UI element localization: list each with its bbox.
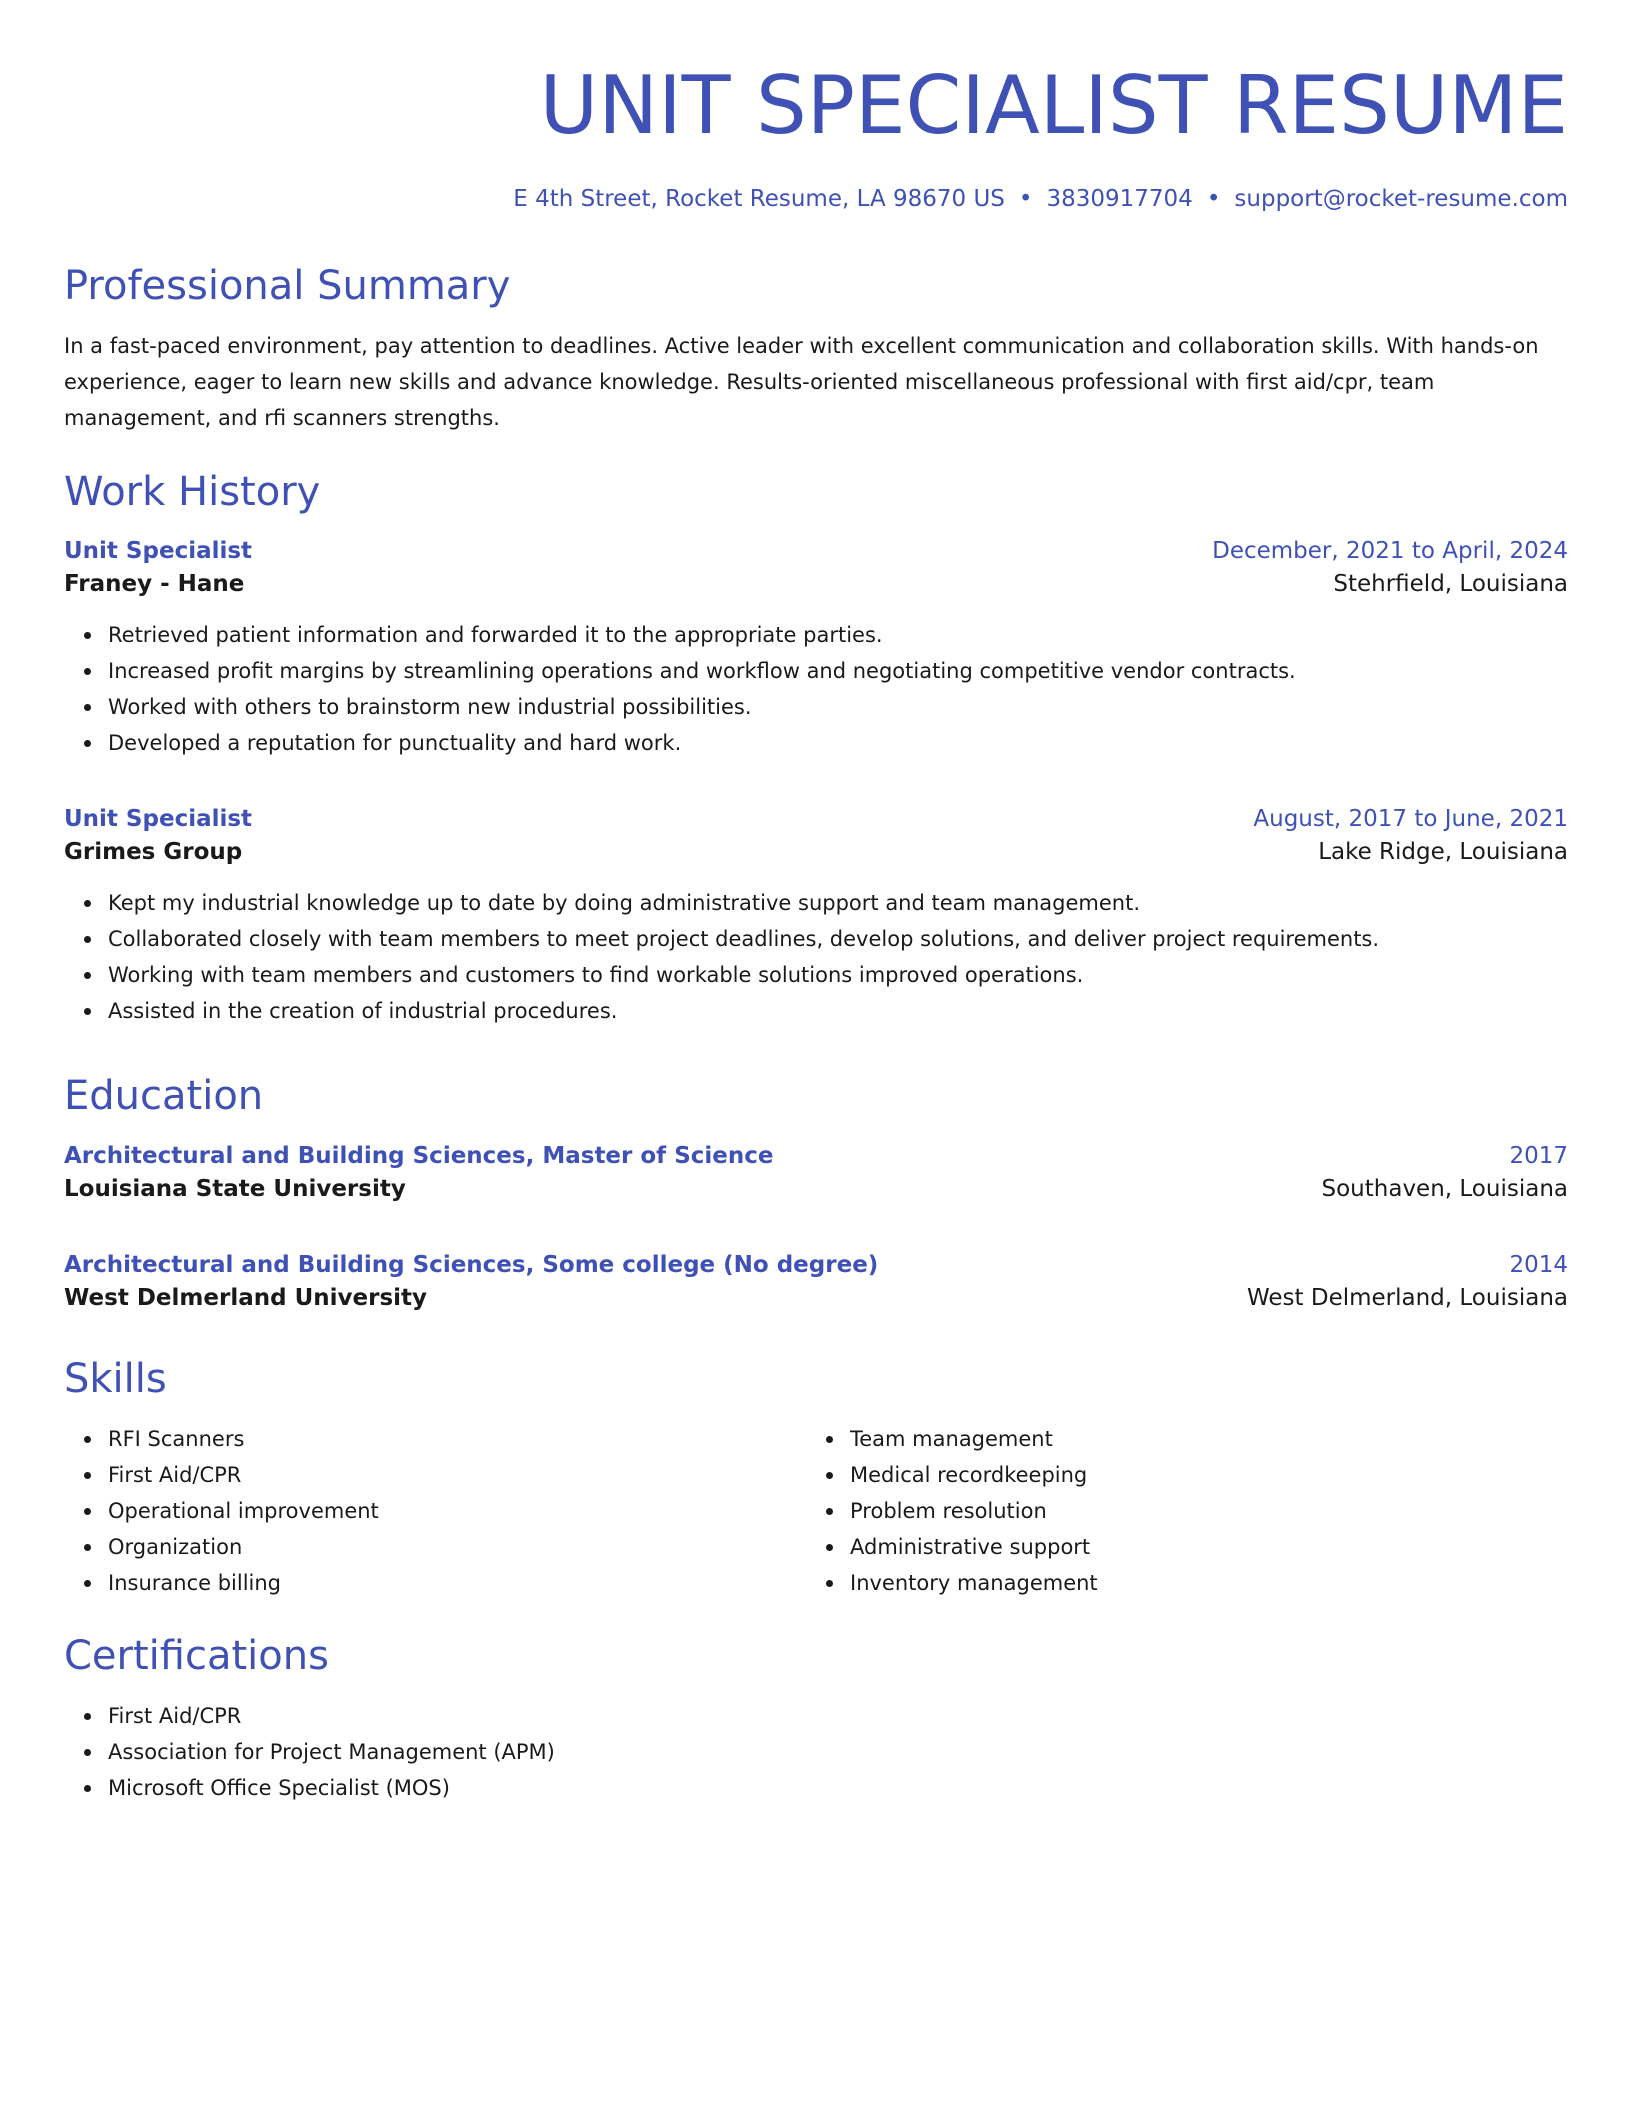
contact-phone: 3830917704 <box>1046 186 1193 212</box>
list-item: RFI Scanners <box>108 1421 806 1457</box>
list-item: First Aid/CPR <box>108 1698 555 1734</box>
job-title: Unit Specialist <box>64 538 253 564</box>
education-degree: Architectural and Building Sciences, Master of Science <box>64 1143 774 1169</box>
skills-columns <box>64 1421 1568 1601</box>
list-item: Collaborated closely with team members to meet project deadlines, develop solutions, and deliver project requirements. <box>108 921 1568 957</box>
list-item: Medical recordkeeping <box>850 1457 1548 1493</box>
contact-separator: • <box>1018 186 1033 212</box>
section-heading-summary: Professional Summary <box>64 263 511 309</box>
list-item: Administrative support <box>850 1529 1548 1565</box>
job-company-row <box>64 571 1568 597</box>
list-item: Worked with others to brainstorm new industrial possibilities. <box>108 689 1568 725</box>
summary-text: In a fast-paced environment, pay attention to deadlines. Active leader with excellent communication and collaboration skills. With hands-on experience, eager to learn new skills and advance knowledge. Results-oriented miscellaneous professional with first aid/cpr, team management, and rfi scanners strengths. <box>64 334 1539 430</box>
certifications-list <box>64 1698 555 1806</box>
list-item: Organization <box>108 1529 806 1565</box>
work-history-section <box>64 469 321 515</box>
job-entry <box>64 806 1568 1029</box>
job-dates: December, 2021 to April, 2024 <box>1212 538 1568 564</box>
resume-title: UNIT SPECIALIST RESUME <box>539 59 1568 152</box>
list-item: Increased profit margins by streamlining operations and workflow and negotiating competitive vendor contracts. <box>108 653 1568 689</box>
job-location: Stehrfield, Louisiana <box>1333 571 1568 597</box>
skills-column-left <box>64 1421 806 1601</box>
section-heading-education: Education <box>64 1073 264 1119</box>
list-item: Assisted in the creation of industrial procedures. <box>108 993 1568 1029</box>
education-school: Louisiana State University <box>64 1176 406 1202</box>
education-year: 2014 <box>1509 1252 1568 1278</box>
list-item: Operational improvement <box>108 1493 806 1529</box>
list-item: Developed a reputation for punctuality and hard work. <box>108 725 1568 761</box>
education-location: Southaven, Louisiana <box>1321 1176 1568 1202</box>
list-item: Working with team members and customers to find workable solutions improved operations. <box>108 957 1568 993</box>
certifications-section <box>64 1633 555 1806</box>
education-entry <box>64 1252 1568 1311</box>
job-dates: August, 2017 to June, 2021 <box>1253 806 1568 832</box>
education-section <box>64 1073 264 1119</box>
list-item: Association for Project Management (APM) <box>108 1734 555 1770</box>
education-entry <box>64 1143 1568 1202</box>
skills-column-right <box>806 1421 1548 1601</box>
job-duties <box>64 617 1568 761</box>
contact-separator: • <box>1206 186 1221 212</box>
contact-line <box>64 188 1568 211</box>
list-item: Team management <box>850 1421 1548 1457</box>
skills-list <box>64 1421 806 1601</box>
education-school: West Delmerland University <box>64 1285 428 1311</box>
job-title: Unit Specialist <box>64 806 253 832</box>
list-item: Problem resolution <box>850 1493 1548 1529</box>
education-degree-row <box>64 1143 1568 1169</box>
education-degree-row <box>64 1252 1568 1278</box>
list-item: Inventory management <box>850 1565 1548 1601</box>
education-school-row <box>64 1176 1568 1202</box>
summary-section <box>64 263 1568 436</box>
list-item: First Aid/CPR <box>108 1457 806 1493</box>
contact-address: E 4th Street, Rocket Resume, LA 98670 US <box>513 186 1005 212</box>
list-item: Insurance billing <box>108 1565 806 1601</box>
job-location: Lake Ridge, Louisiana <box>1318 839 1568 865</box>
job-entry <box>64 538 1568 761</box>
education-degree: Architectural and Building Sciences, Some college (No degree) <box>64 1252 879 1278</box>
job-company: Franey - Hane <box>64 571 245 597</box>
job-title-row <box>64 806 1568 832</box>
job-title-row <box>64 538 1568 564</box>
job-duties <box>64 885 1568 1029</box>
contact-email: support@rocket-resume.com <box>1234 186 1568 212</box>
skills-section <box>64 1356 1568 1601</box>
list-item: Kept my industrial knowledge up to date by doing administrative support and team management. <box>108 885 1568 921</box>
section-heading-work-history: Work History <box>64 469 321 515</box>
resume-header <box>64 59 1568 212</box>
job-company-row <box>64 839 1568 865</box>
list-item: Retrieved patient information and forwarded it to the appropriate parties. <box>108 617 1568 653</box>
job-company: Grimes Group <box>64 839 243 865</box>
section-heading-certifications: Certifications <box>64 1633 329 1679</box>
section-heading-skills: Skills <box>64 1356 167 1402</box>
skills-list <box>806 1421 1548 1601</box>
education-year: 2017 <box>1509 1143 1568 1169</box>
education-school-row <box>64 1285 1568 1311</box>
education-location: West Delmerland, Louisiana <box>1247 1285 1568 1311</box>
list-item: Microsoft Office Specialist (MOS) <box>108 1770 555 1806</box>
